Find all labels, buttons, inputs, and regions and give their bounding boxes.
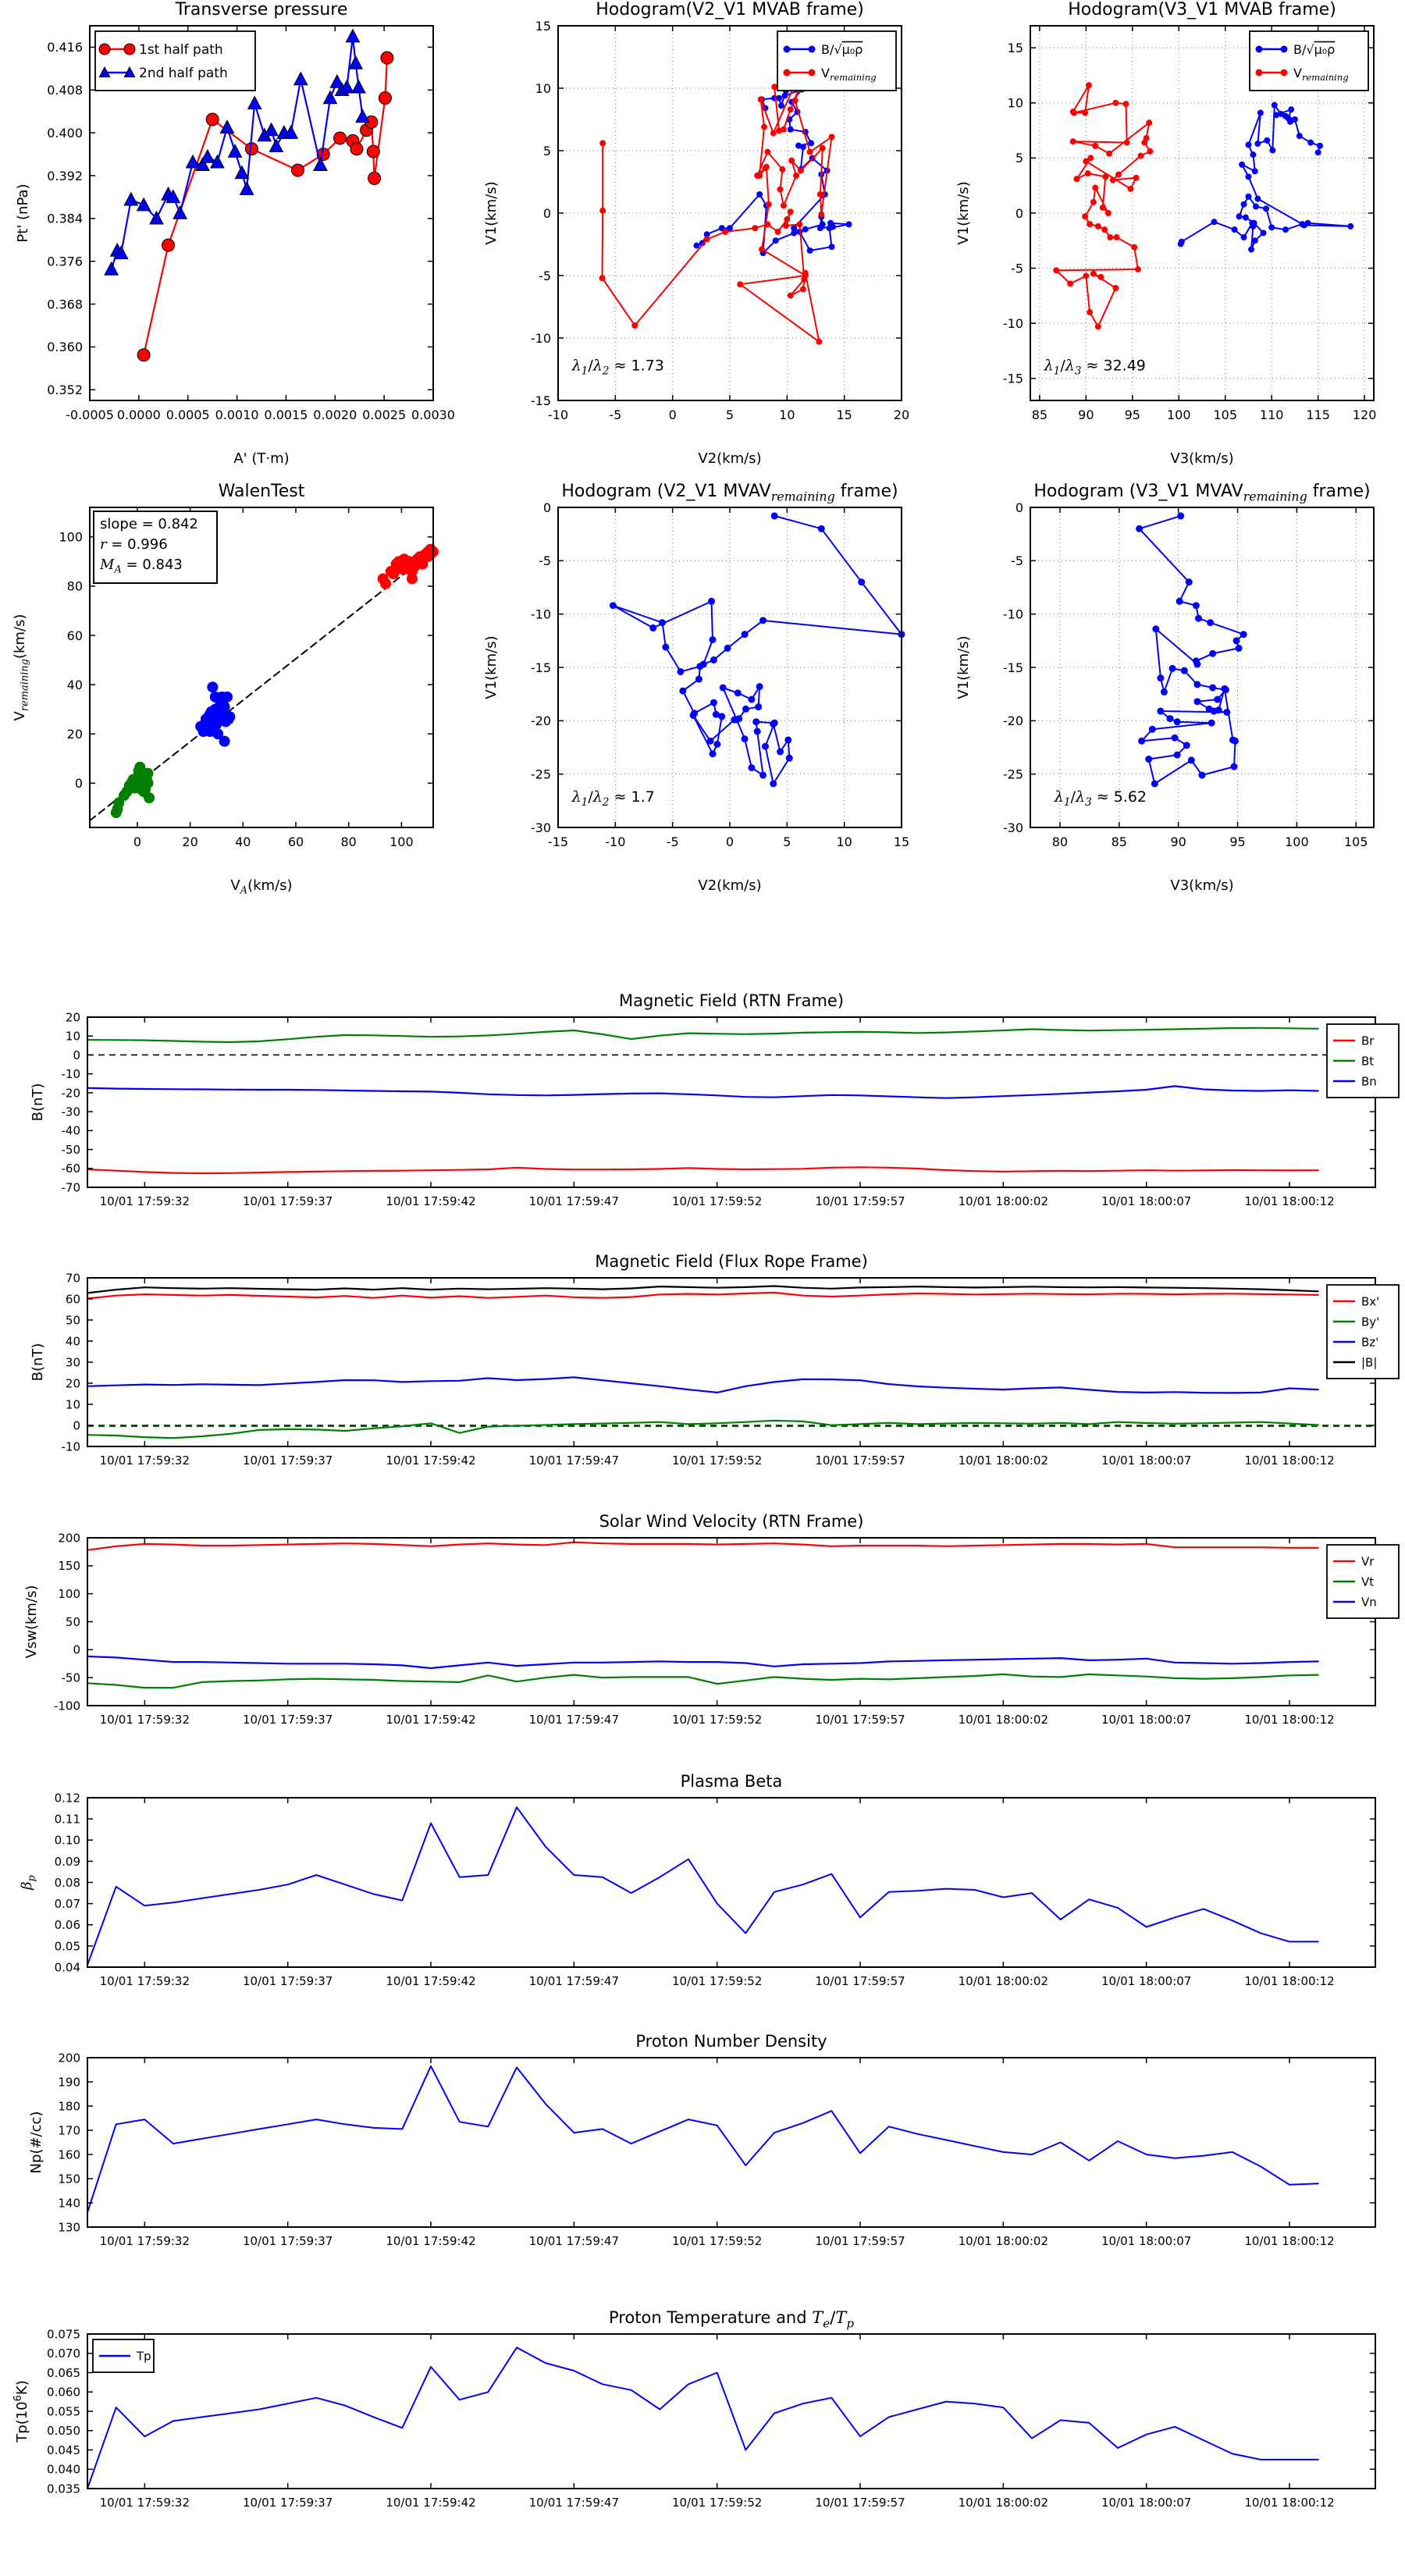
y-tick-label: 15 [535, 18, 551, 34]
y-tick-label: 0.06 [54, 1918, 80, 1933]
y-tick-label: -60 [61, 1162, 80, 1176]
y-axis-label: Vsw(km/s) [23, 1585, 40, 1659]
x-tick-label: 10/01 18:00:07 [1101, 1453, 1192, 1468]
x-tick-label: 10/01 17:59:57 [815, 1713, 905, 1727]
stats-line: $M_A = 0.843$ [100, 557, 183, 576]
x-tick-label: 10/01 17:59:32 [99, 2496, 190, 2510]
chart-title: Magnetic Field (RTN Frame) [618, 991, 845, 1010]
x-tick-label: 10/01 17:59:52 [671, 1713, 763, 1727]
x-axis-label: V3(km/s) [1170, 877, 1234, 894]
y-tick-label: 0.04 [54, 1960, 80, 1975]
y-tick-label: -15 [1002, 660, 1023, 675]
y-tick-label: -25 [530, 767, 551, 782]
x-tick-label: -10 [547, 407, 569, 422]
y-tick-label: 0 [74, 775, 83, 791]
y-tick-label: -10 [1002, 315, 1023, 331]
x-tick-label: 120 [1352, 407, 1377, 422]
series-Bn [87, 1086, 1318, 1098]
x-tick-label: 10/01 17:59:37 [242, 1974, 333, 1988]
y-tick-label: 10 [1007, 95, 1023, 111]
chart-hodogram-v3v1-mvav [955, 482, 1374, 894]
y-tick-label: 20 [66, 726, 83, 742]
x-tick-label: 10/01 17:59:47 [528, 1974, 620, 1988]
x-tick-label: 10/01 18:00:02 [958, 1974, 1049, 1988]
x-tick-label: 10/01 17:59:42 [386, 2234, 476, 2248]
y-tick-label: -20 [61, 1086, 80, 1101]
y-tick-label: -50 [61, 1670, 80, 1685]
x-tick-label: 10/01 18:00:02 [958, 1453, 1049, 1468]
lambda-ratio-annotation: $\lambda_1/\lambda_3 \approx 5.62$ [1054, 788, 1147, 809]
y-tick-label: -5 [1011, 261, 1023, 276]
y-tick-label: -40 [61, 1123, 80, 1138]
y-tick-label: 130 [58, 2220, 80, 2235]
x-tick-label: 100 [1285, 834, 1309, 849]
chart-title: Magnetic Field (Flux Rope Frame) [595, 1252, 868, 1271]
x-tick-label: 10/01 18:00:12 [1244, 1453, 1335, 1468]
legend-label: Bn [1361, 1074, 1377, 1089]
series-Vr [87, 1542, 1318, 1550]
y-tick-label: 150 [58, 2172, 80, 2186]
legend-label: 2nd half path [139, 66, 228, 82]
y-tick-label: 0 [1015, 500, 1023, 515]
x-tick-label: 115 [1306, 407, 1330, 422]
y-tick-label: 0 [542, 205, 551, 221]
x-tick-label: 10/01 18:00:02 [958, 1713, 1049, 1727]
x-tick-label: 10/01 17:59:52 [671, 2496, 763, 2510]
y-tick-label: -15 [530, 393, 551, 408]
x-tick-label: 10 [779, 407, 795, 422]
y-tick-label: -10 [61, 1067, 80, 1082]
y-tick-label: 0.408 [47, 83, 83, 98]
chart-b-fluxrope [30, 1252, 1399, 1468]
y-tick-label: 50 [65, 1614, 80, 1629]
x-tick-label: 10/01 17:59:47 [528, 2234, 620, 2248]
x-tick-label: 10/01 17:59:57 [815, 2234, 905, 2248]
stats-line: r = 0.996 [100, 536, 168, 553]
x-tick-label: 5 [725, 407, 735, 422]
x-tick-label: 10/01 17:59:42 [386, 1974, 476, 1988]
x-tick-label: 10/01 17:59:32 [99, 1453, 190, 1468]
chart-title: Transverse pressure [175, 0, 348, 20]
y-tick-label: 0.384 [47, 211, 83, 226]
y-tick-label: 0 [73, 1048, 80, 1062]
chart-plasma-beta [19, 1772, 1375, 1988]
y-tick-label: -10 [530, 330, 551, 346]
chart-hodogram-v2v1-mvav [483, 482, 909, 894]
y-tick-label: 0 [73, 1418, 80, 1433]
y-tick-label: 0 [1015, 205, 1023, 221]
legend-label: Bt [1361, 1054, 1375, 1069]
series-Bz' [87, 1377, 1318, 1393]
x-tick-label: 0 [668, 407, 677, 422]
x-tick-label: 40 [235, 834, 251, 849]
legend-label: B/√μ₀ρ [1293, 41, 1336, 57]
x-tick-label: 60 [287, 834, 304, 849]
x-tick-label: 10/01 17:59:47 [528, 1194, 620, 1208]
stats-line: slope = 0.842 [100, 516, 198, 532]
y-tick-label: 100 [59, 529, 83, 545]
series-V-remaining [603, 68, 832, 341]
x-axis-label: $V_A(km/s)$ [230, 877, 293, 897]
series-Bt [87, 1028, 1318, 1042]
series-Tp [87, 2347, 1318, 2489]
series-Np [87, 2066, 1318, 2213]
y-tick-label: 15 [1007, 40, 1023, 55]
legend-label: $V_{remaining}$ [821, 65, 877, 83]
x-tick-label: 10/01 17:59:32 [99, 2234, 190, 2248]
x-tick-label: 10/01 17:59:57 [815, 2496, 905, 2510]
y-tick-label: -15 [1002, 371, 1023, 386]
y-axis-label: $V_{remaining}(km/s)$ [12, 614, 31, 721]
x-tick-label: 0.0010 [215, 407, 259, 422]
x-tick-label: 10/01 18:00:07 [1101, 1713, 1192, 1727]
y-tick-label: -25 [1002, 767, 1023, 782]
legend-label: $V_{remaining}$ [1293, 65, 1349, 83]
y-tick-label: 0.12 [54, 1791, 80, 1806]
y-tick-label: 0.050 [47, 2424, 80, 2439]
legend-label: Bz' [1361, 1335, 1379, 1350]
x-tick-label: 10/01 18:00:07 [1101, 2234, 1192, 2248]
x-tick-label: 10/01 18:00:12 [1244, 2496, 1335, 2510]
y-tick-label: -100 [53, 1699, 80, 1713]
y-tick-label: -15 [530, 660, 551, 675]
y-tick-label: 0.05 [54, 1939, 80, 1954]
y-tick-label: 20 [65, 1010, 80, 1025]
x-tick-label: 90 [1170, 834, 1186, 849]
x-tick-label: 10/01 18:00:02 [958, 1194, 1049, 1208]
y-tick-label: -10 [530, 607, 551, 622]
x-tick-label: 80 [340, 834, 357, 849]
y-tick-label: 0.11 [54, 1812, 80, 1827]
y-tick-label: 60 [66, 628, 83, 643]
series-By' [87, 1421, 1318, 1438]
x-tick-label: 100 [389, 834, 414, 849]
y-tick-label: 0.035 [47, 2482, 80, 2496]
y-tick-label: 10 [65, 1029, 80, 1044]
x-axis-label: V2(km/s) [698, 877, 762, 894]
y-tick-label: 40 [66, 677, 83, 692]
y-axis-label: Pt' (nPa) [15, 183, 31, 243]
x-tick-label: 10/01 17:59:52 [671, 1194, 763, 1208]
x-tick-label: 20 [182, 834, 198, 849]
x-tick-label: -15 [547, 834, 569, 849]
y-tick-label: -50 [61, 1142, 80, 1157]
lambda-ratio-annotation: $\lambda_1/\lambda_2 \approx 1.73$ [571, 357, 664, 378]
chart-transverse-pressure [15, 0, 455, 467]
x-tick-label: 10/01 17:59:52 [671, 2234, 763, 2248]
lambda-ratio-annotation: $\lambda_1/\lambda_2 \approx 1.7$ [571, 788, 655, 809]
y-axis-label: B(nT) [30, 1343, 46, 1382]
y-tick-label: 0.060 [47, 2385, 80, 2400]
x-tick-label: 10/01 17:59:37 [242, 1194, 333, 1208]
x-tick-label: 20 [893, 407, 910, 422]
legend-label: Vn [1361, 1595, 1377, 1610]
y-tick-label: 0.055 [47, 2404, 80, 2419]
chart-title: WalenTest [218, 482, 305, 501]
x-tick-label: -5 [609, 407, 622, 422]
chart-proton-temp [12, 2308, 1375, 2510]
x-tick-label: 10/01 18:00:07 [1101, 1974, 1192, 1988]
legend-label: Vr [1361, 1554, 1375, 1569]
series-V-path [1140, 516, 1244, 784]
x-tick-label: 0.0030 [411, 407, 455, 422]
x-tick-label: 10/01 18:00:12 [1244, 1974, 1335, 1988]
x-tick-label: 110 [1259, 407, 1284, 422]
y-tick-label: 0.065 [47, 2365, 80, 2380]
legend-label: 1st half path [139, 42, 223, 59]
y-axis-label: V1(km/s) [955, 635, 972, 699]
y-axis-label: B(nT) [30, 1083, 46, 1122]
y-tick-label: 0.360 [47, 340, 83, 355]
x-tick-label: 10/01 17:59:37 [242, 2234, 333, 2248]
legend-label: Tp [137, 2349, 151, 2364]
chart-hodogram-v3v1-mvab [955, 0, 1376, 467]
x-tick-label: 10/01 18:00:12 [1244, 2234, 1335, 2248]
chart-title: Hodogram(V2_V1 MVAB frame) [596, 0, 864, 20]
chart-title: Proton Number Density [635, 2032, 827, 2051]
chart-b-rtn [30, 991, 1399, 1208]
y-tick-label: 150 [58, 1559, 80, 1574]
x-tick-label: 10/01 17:59:57 [815, 1974, 905, 1988]
y-tick-label: -30 [61, 1105, 80, 1119]
chart-title: Solar Wind Velocity (RTN Frame) [599, 1512, 864, 1531]
x-tick-label: 10/01 17:59:52 [671, 1453, 763, 1468]
y-axis-label: V1(km/s) [955, 181, 972, 245]
series-Br [87, 1167, 1318, 1173]
x-tick-label: 10/01 18:00:07 [1101, 2496, 1192, 2510]
x-tick-label: 10/01 18:00:07 [1101, 1194, 1192, 1208]
y-tick-label: 0 [73, 1642, 80, 1657]
x-tick-label: 10/01 17:59:42 [386, 1453, 476, 1468]
y-tick-label: 20 [65, 1376, 80, 1391]
chart-proton-density [28, 2032, 1375, 2248]
y-tick-label: 0.08 [54, 1875, 80, 1890]
y-tick-label: 70 [65, 1271, 80, 1286]
x-tick-label: -5 [666, 834, 679, 849]
chart-hodogram-v2v1-mvab [483, 0, 909, 467]
x-tick-label: 100 [1166, 407, 1191, 422]
x-tick-label: 15 [836, 407, 852, 422]
y-tick-label: 0.070 [47, 2347, 80, 2361]
legend-label: Vt [1361, 1574, 1375, 1589]
y-axis-label: V1(km/s) [483, 635, 500, 699]
y-axis-label: $\beta_p$ [19, 1875, 38, 1890]
x-tick-label: 10/01 17:59:37 [242, 1453, 333, 1468]
x-tick-label: 85 [1031, 407, 1048, 422]
y-tick-label: 0.10 [54, 1833, 80, 1848]
y-tick-label: 0.075 [47, 2327, 80, 2342]
x-tick-label: 105 [1343, 834, 1368, 849]
x-tick-label: 0.0005 [165, 407, 210, 422]
y-tick-label: 0.07 [54, 1897, 80, 1912]
chart-title: Hodogram (V3_V1 $MVAV_{remaining}$ frame) [1033, 482, 1371, 504]
y-axis-label: $Tp(10^6K)$ [12, 2380, 30, 2443]
legend-label: B/√μ₀ρ [821, 41, 863, 57]
x-tick-label: -10 [605, 834, 626, 849]
x-tick-label: 10/01 17:59:52 [671, 1974, 763, 1988]
chart-title: Proton Temperature and $T_e/T_p$ [608, 2308, 855, 2331]
y-tick-label: 190 [58, 2075, 80, 2090]
x-tick-label: 90 [1078, 407, 1094, 422]
series-|B| [87, 1286, 1318, 1293]
x-tick-label: 10/01 18:00:12 [1244, 1194, 1335, 1208]
x-tick-label: 105 [1213, 407, 1238, 422]
y-tick-label: 0.368 [47, 297, 83, 312]
legend-label: Bx' [1361, 1294, 1380, 1309]
chart-title: Hodogram (V2_V1 $MVAV_{remaining}$ frame) [561, 482, 898, 504]
y-tick-label: 0.040 [47, 2462, 80, 2477]
x-tick-label: 0.0025 [362, 407, 407, 422]
y-tick-label: -20 [530, 713, 551, 729]
y-tick-label: -20 [1002, 713, 1023, 729]
y-tick-label: -30 [1002, 820, 1023, 835]
y-tick-label: 0.09 [54, 1854, 80, 1869]
x-tick-label: 10/01 18:00:02 [958, 2496, 1049, 2510]
x-tick-label: 10 [836, 834, 852, 849]
x-tick-label: 15 [893, 834, 910, 849]
series-Vn [87, 1656, 1318, 1668]
x-tick-label: 0.0000 [116, 407, 161, 422]
x-tick-label: 10/01 17:59:47 [528, 2496, 620, 2510]
y-tick-label: 0.352 [47, 382, 83, 398]
y-axis-label: V1(km/s) [483, 181, 500, 245]
y-tick-label: 200 [58, 2051, 80, 2065]
chart-title: Hodogram(V3_V1 MVAB frame) [1068, 0, 1336, 20]
y-tick-label: 5 [542, 143, 551, 158]
series-Vt [87, 1674, 1318, 1688]
y-tick-label: 40 [65, 1334, 80, 1349]
y-tick-label: 0.400 [47, 125, 83, 141]
x-tick-label: 10/01 17:59:42 [386, 1713, 476, 1727]
y-tick-label: 5 [1015, 151, 1023, 166]
chart-walen-test [12, 482, 439, 897]
y-tick-label: 180 [58, 2099, 80, 2114]
y-tick-label: 60 [65, 1292, 80, 1307]
x-axis-label: A' (T·m) [233, 450, 290, 467]
x-tick-label: 85 [1111, 834, 1127, 849]
y-tick-label: 170 [58, 2123, 80, 2138]
chart-vsw-rtn [23, 1512, 1399, 1727]
x-tick-label: 5 [783, 834, 791, 849]
series-B-alfven [1181, 105, 1351, 250]
x-tick-label: 95 [1124, 407, 1140, 422]
y-tick-label: -5 [539, 268, 551, 283]
x-tick-label: 10/01 17:59:42 [386, 1194, 476, 1208]
x-tick-label: 10/01 17:59:32 [99, 1974, 190, 1988]
y-tick-label: 50 [65, 1313, 80, 1328]
x-tick-label: 10/01 17:59:57 [815, 1194, 905, 1208]
y-tick-label: -70 [61, 1180, 80, 1195]
legend-label: By' [1361, 1315, 1380, 1329]
x-tick-label: 10/01 17:59:32 [99, 1713, 190, 1727]
x-tick-label: 10/01 17:59:47 [528, 1453, 620, 1468]
y-tick-label: 0.416 [47, 40, 83, 55]
y-axis-label: Np(#/cc) [28, 2111, 44, 2174]
y-tick-label: 0.392 [47, 168, 83, 183]
legend-box [95, 31, 255, 91]
series-Bx' [87, 1293, 1318, 1299]
x-tick-label: 95 [1229, 834, 1246, 849]
x-tick-label: 0 [133, 834, 142, 849]
y-tick-label: 10 [535, 80, 551, 96]
x-axis-label: V2(km/s) [698, 450, 762, 467]
series-V-path [613, 516, 902, 784]
x-tick-label: -0.0005 [66, 407, 114, 422]
x-tick-label: 10/01 17:59:37 [242, 1713, 333, 1727]
y-tick-label: -5 [1011, 553, 1023, 569]
y-tick-label: 160 [58, 2147, 80, 2162]
legend-label: Br [1361, 1034, 1375, 1048]
x-tick-label: 0.0020 [313, 407, 357, 422]
y-tick-label: 30 [65, 1355, 80, 1370]
x-tick-label: 0.0015 [264, 407, 308, 422]
lambda-ratio-annotation: $\lambda_1/\lambda_3 \approx 32.49$ [1044, 357, 1146, 378]
y-tick-label: 10 [65, 1397, 80, 1412]
series-beta_p [87, 1807, 1318, 1965]
x-tick-label: 10/01 18:00:02 [958, 2234, 1049, 2248]
y-tick-label: -30 [530, 820, 551, 835]
x-tick-label: 10/01 18:00:12 [1244, 1713, 1335, 1727]
x-axis-label: V3(km/s) [1170, 450, 1234, 467]
x-tick-label: 10/01 17:59:42 [386, 2496, 476, 2510]
x-tick-label: 10/01 17:59:37 [242, 2496, 333, 2510]
y-tick-label: 200 [58, 1531, 80, 1546]
x-tick-label: 10/01 17:59:32 [99, 1194, 190, 1208]
chart-title: Plasma Beta [680, 1772, 783, 1791]
y-tick-label: 0 [542, 500, 551, 515]
x-tick-label: 0 [725, 834, 735, 849]
y-tick-label: -5 [539, 553, 551, 569]
y-tick-label: 80 [66, 578, 83, 594]
y-tick-label: 0.045 [47, 2443, 80, 2457]
x-tick-label: 10/01 17:59:57 [815, 1453, 905, 1468]
x-tick-label: 80 [1051, 834, 1069, 849]
y-tick-label: 0.376 [47, 254, 83, 269]
legend-label: |B| [1361, 1355, 1378, 1370]
y-tick-label: -10 [1002, 607, 1023, 622]
y-tick-label: 140 [58, 2196, 80, 2211]
y-tick-label: 100 [58, 1587, 80, 1602]
x-tick-label: 10/01 17:59:47 [528, 1713, 620, 1727]
y-tick-label: -10 [61, 1439, 80, 1454]
